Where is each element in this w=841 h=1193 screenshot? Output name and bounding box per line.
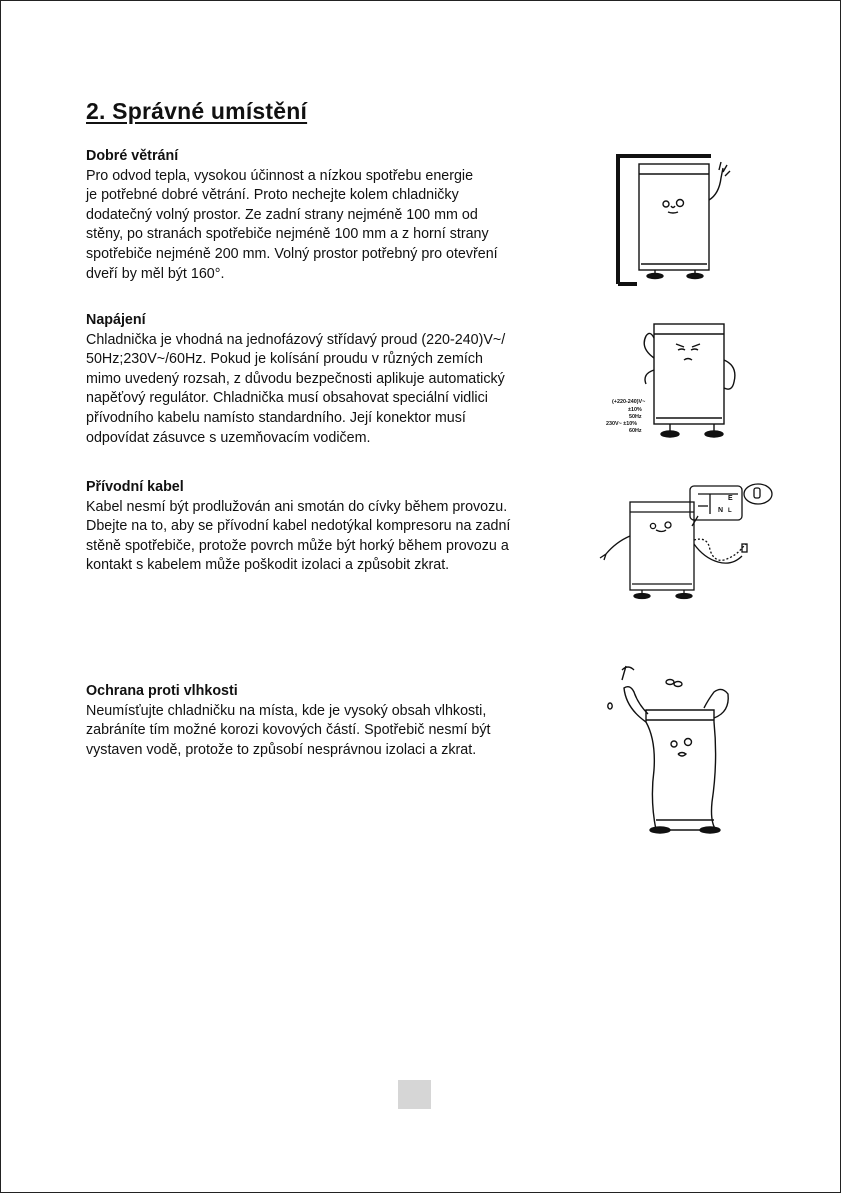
text-line: dveří by měl být 160°. xyxy=(86,265,225,282)
text-line: stěně spotřebiče, protože povrch může být horký během provozu a xyxy=(86,537,509,554)
fridge-cable-illustration xyxy=(598,482,788,602)
frequency-label: 50Hz xyxy=(629,414,642,420)
text-line: stěny, po stranách spotřebiče nejméně 100 mm a z horní strany xyxy=(86,226,489,243)
fridge-moisture-illustration xyxy=(600,662,740,837)
page-title: 2. Správné umístění xyxy=(86,98,308,124)
voltage-label: (+220-240)V~ xyxy=(612,399,646,405)
text-line: kontakt s kabelem může poškodit izolaci a způsobit zkrat. xyxy=(86,557,450,574)
live-label: L xyxy=(728,508,732,514)
page-number-box xyxy=(398,1080,431,1109)
section-heading: Dobré větrání xyxy=(86,148,179,164)
text-line: odpovídat zásuvce s uzemňovacím vodičem. xyxy=(86,429,371,446)
section-power-supply xyxy=(86,311,556,448)
neutral-label: N xyxy=(718,507,724,514)
section-heading: Ochrana proti vlhkosti xyxy=(86,683,238,699)
section-heading: Napájení xyxy=(86,312,146,328)
section-moisture-protection xyxy=(86,682,556,760)
text-line: spotřebiče nejméně 200 mm. Volný prostor potřebný pro otevření xyxy=(86,245,498,262)
text-line: Chladnička je vhodná na jednofázový střídavý proud (220-240)V~/ xyxy=(86,331,506,348)
fridge-power-illustration xyxy=(604,318,744,448)
section-power-cable xyxy=(86,478,556,576)
fridge-ventilation-illustration xyxy=(615,152,735,286)
text-line: vystaven vodě, protože to způsobí nesprávnou izolaci a zkrat. xyxy=(86,741,477,758)
voltage-label-2: 230V~ ±10% xyxy=(606,421,637,427)
earth-label: E xyxy=(728,495,733,502)
text-line: Dbejte na to, aby se přívodní kabel nedotýkal kompresoru na zadní xyxy=(86,518,511,535)
text-line: napěťový regulátor. Chladnička musí obsahovat speciální vidlici xyxy=(86,390,488,407)
section-heading: Přívodní kabel xyxy=(86,479,184,495)
text-line: je potřebné dobré větrání. Proto nechejte kolem chladničky xyxy=(86,187,459,204)
text-line: Pro odvod tepla, vysokou účinnost a nízkou spotřebu energie xyxy=(86,167,474,184)
text-line: dodatečný volný prostor. Ze zadní strany nejméně 100 mm od xyxy=(86,206,478,223)
text-line: Kabel nesmí být prodlužován ani smotán do cívky během provozu. xyxy=(86,498,508,515)
tolerance-label: ±10% xyxy=(628,407,642,413)
text-line: mimo uvedený rozsah, z důvodu bezpečnosti aplikuje automatický xyxy=(86,370,505,387)
text-line: přívodního kabelu namísto standardního. Její konektor musí xyxy=(86,409,466,426)
text-line: Neumísťujte chladničku na místa, kde je vysoký obsah vlhkosti, xyxy=(86,702,487,719)
frequency-label-2: 60Hz xyxy=(629,428,642,434)
text-line: 50Hz;230V~/60Hz. Pokud je kolísání proudu v různých zemích xyxy=(86,351,483,368)
text-line: zabráníte tím možné korozi kovových částí. Spotřebič nesmí být xyxy=(86,722,491,739)
section-ventilation xyxy=(86,147,556,284)
